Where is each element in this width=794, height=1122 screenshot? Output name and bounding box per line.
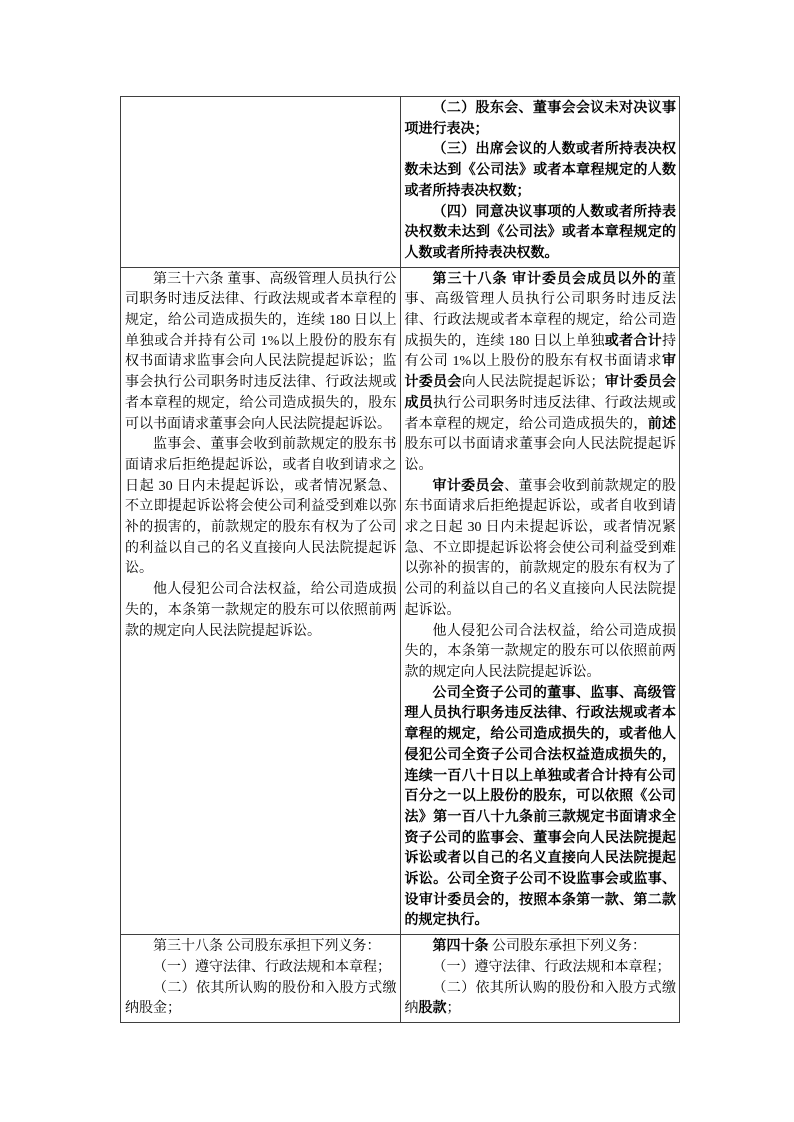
text-run: （三）出席会议的人数或者所持表决权数未达到《公司法》或者本章程规定的人数或者所持表决权数； [404,142,676,199]
paragraph [405,684,677,932]
text-run: 审计委员会成员 [404,375,677,411]
table-row [121,97,680,268]
text-run: （二）依其所认购的股份和入股方式缴纳 [404,980,676,1017]
paragraph [405,270,677,477]
paragraph [405,937,677,958]
table-row [121,267,680,935]
text-run: （一）遵守法律、行政法规和本章程； [432,959,671,975]
text-run: 第四十条 [432,939,489,955]
paragraph [125,937,397,958]
paragraph [405,203,677,265]
text-run: 他人侵犯公司合法权益，给公司造成损失的，本条第一款规定的股东可以依照前两款的规定向人民法院提起诉讼。 [404,623,676,680]
table-row [121,935,680,1023]
paragraph [405,958,677,979]
table-cell-old-provision [121,267,401,935]
text-run: 持有公司 1%以上股份的股东有权书面请求 [404,333,677,370]
table-cell-old-provision [121,935,401,1023]
table-cell-new-provision [400,935,680,1023]
paragraph [125,580,397,642]
text-run: （二）依其所认购的股份和入股方式缴纳股金； [125,980,397,1017]
table-cell-new-provision [400,267,680,935]
paragraph [125,270,397,436]
text-run: 或者合计 [604,333,663,349]
text-run: 第三十八条 公司股东承担下列义务： [153,939,381,955]
text-run: ； [446,1001,461,1017]
table-cell-new-provision [400,97,680,268]
text-run: 他人侵犯公司合法权益，给公司造成损失的，本条第一款规定的股东可以依照前两款的规定向人民法院提起诉讼。 [125,582,397,639]
text-run: 向人民法院提起诉讼； [461,375,605,391]
paragraph [405,979,677,1020]
text-run: 前述 [647,416,677,432]
paragraph [405,99,677,140]
text-run: 股东可以书面请求董事会向人民法院提起诉讼。 [404,437,676,473]
text-run: 公司全资子公司的董事、监事、高级管理人员执行职务违反法律、行政法规或者本章程的规定，给公司造成损失的，或者他人侵犯公司全资子公司合法权益造成损失的，连续一百八十日以上单独或者合计持有公司百分之一以上股份的股东，可以依照《公司法》第一百八十九条前三款规定书面请求全资子公司的监事会、董事会向人民法院提起诉讼或者以自己的名义直接向人民法院提起诉讼。公司全资子公司不设监事会或监事、设审计委员会的，按照本条第一款、第二款的规定执行。 [404,685,676,929]
text-run: 董事、高级管理人员执行公司职务时违反法律、行政法规或者本章程的规定，给公司造成损失的，连续 180 日以上单独 [404,271,676,349]
text-run: 执行公司职务时违反法律、行政法规或者本章程的规定，给公司造成损失的， [404,395,677,432]
text-run: 审计委员会 [432,478,505,494]
text-run: 股款 [418,1001,447,1017]
paragraph [405,622,677,684]
text-run: 审计委员会 [404,354,676,391]
text-run: （四）同意决议事项的人数或者所持表决权数未达到《公司法》或者本章程规定的人数或者所持表决权数。 [404,204,676,261]
paragraph [405,140,677,202]
text-run: 监事会、董事会收到前款规定的股东书面请求后拒绝提起诉讼，或者自收到请求之日起 30 日内未提起诉讼，或者情况紧急、不立即提起诉讼将会使公司利益受到难以弥补的损害的，前款规定的股东有权为了公司的利益以自己的名义直接向人民法院提起诉讼。 [125,437,397,577]
text-run: 、董事会收到前款规定的股东书面请求后拒绝提起诉讼，或者自收到请求之日起 30 日内未提起诉讼，或者情况紧急、不立即提起诉讼将会使公司利益受到难以弥补的损害的，前款规定的股东有权为了公司的利益以自己的名义直接向人民法院提起诉讼。 [404,478,676,618]
text-run: （一）遵守法律、行政法规和本章程； [153,959,391,975]
comparison-table [120,96,680,1023]
text-run: 第三十六条 董事、高级管理人员执行公司职务时违反法律、行政法规或者本章程的规定，给公司造成损失的，连续 180 日以上单独或合并持有公司 1%以上股份的股东有权书面请求监事会向人民法院提起诉讼；监事会执行公司职务时违反法律、行政法规或者本章程的规定，给公司造成损失的，股东可以书面请求董事会向人民法院提起诉讼。 [125,271,397,432]
table-cell-old-provision [121,97,401,268]
text-run: 第三十八条 审计委员会成员以外的 [432,271,662,287]
paragraph [125,979,397,1020]
paragraph [125,958,397,979]
paragraph [125,435,397,580]
comparison-table-body [121,97,680,1023]
text-run: 公司股东承担下列义务： [488,939,646,955]
paragraph [405,477,677,622]
text-run: （二）股东会、董事会会议未对决议事项进行表决； [404,101,676,137]
